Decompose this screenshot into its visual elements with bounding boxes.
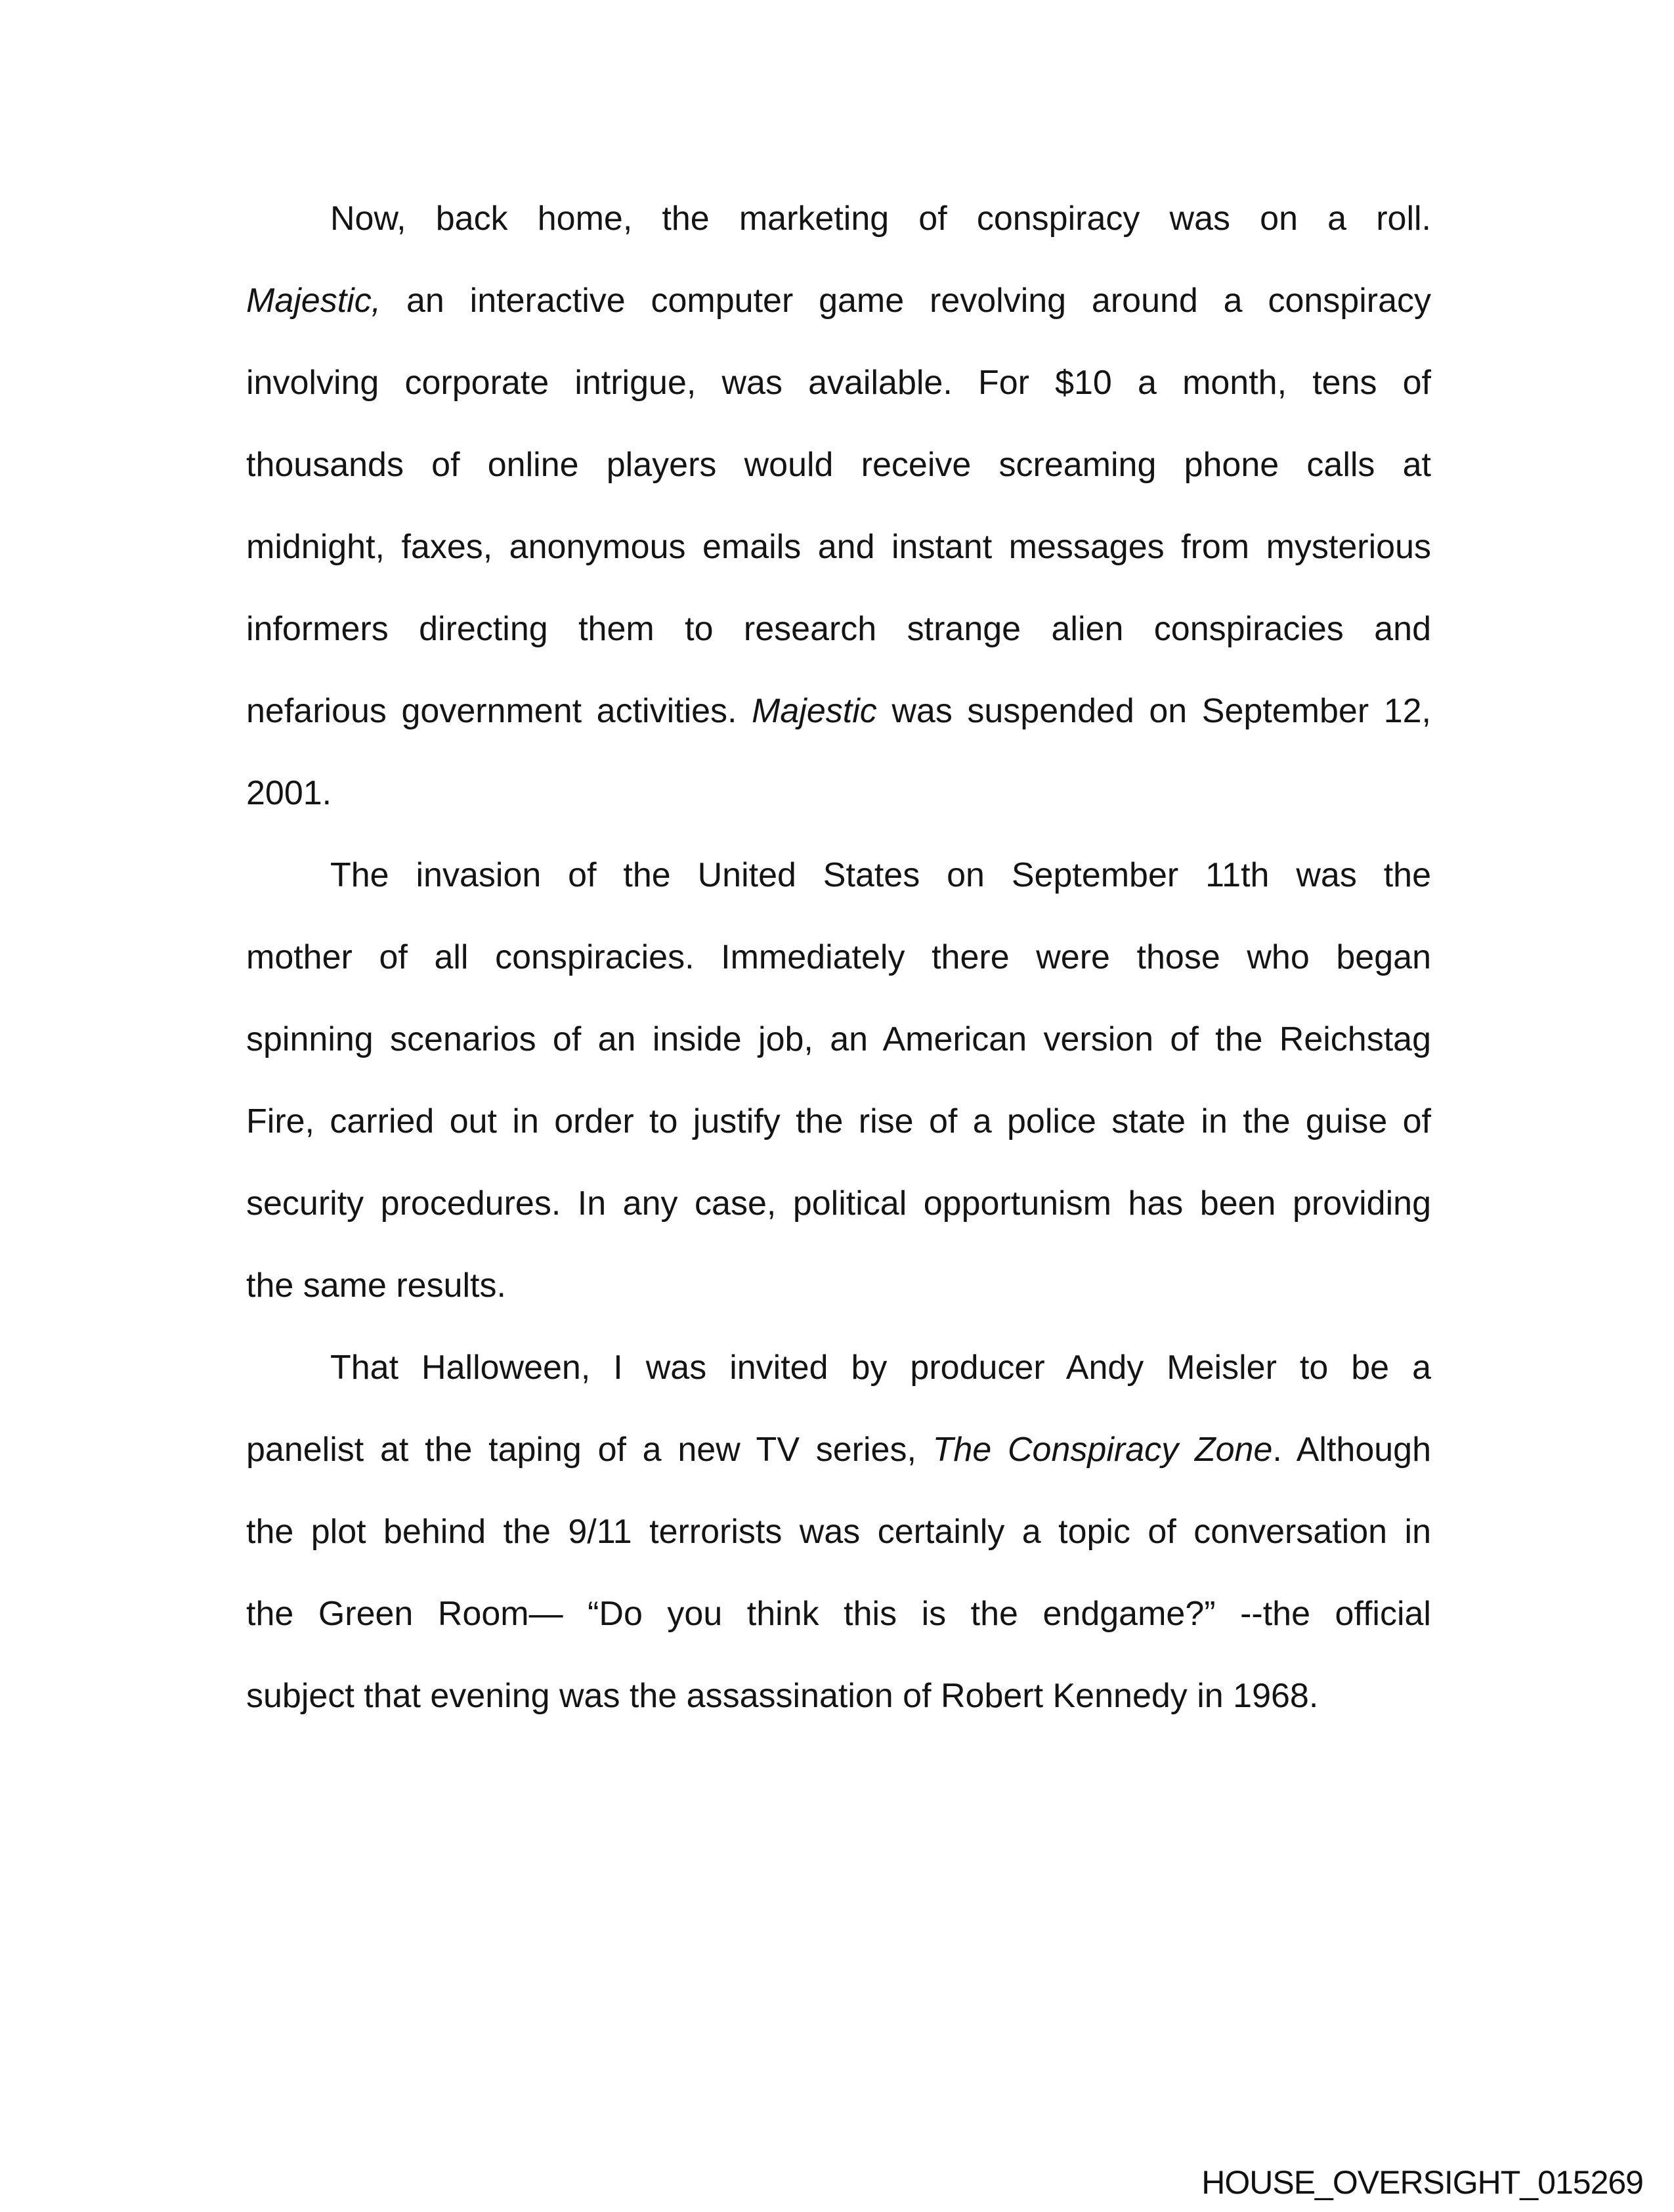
bates-number: HOUSE_OVERSIGHT_015269 bbox=[1201, 2164, 1643, 2201]
text-line bbox=[246, 670, 1431, 752]
italic-text-segment: The Conspiracy Zone bbox=[932, 1431, 1273, 1469]
text-segment: mother of all conspiracies. Immediately there were those who began bbox=[246, 938, 1431, 976]
text-line bbox=[246, 424, 1431, 506]
text-segment: 2001. bbox=[246, 774, 332, 812]
text-segment: The invasion of the United States on September 11th was the bbox=[330, 856, 1431, 894]
text-line bbox=[246, 1081, 1431, 1163]
text-line bbox=[246, 1573, 1431, 1655]
text-line bbox=[246, 1245, 1431, 1327]
text-segment: Fire, carried out in order to justify the rise of a police state in the guise of bbox=[246, 1102, 1431, 1140]
document-text-block bbox=[246, 178, 1431, 1737]
text-line bbox=[246, 752, 1431, 835]
text-segment: spinning scenarios of an inside job, an American version of the Reichstag bbox=[246, 1020, 1431, 1058]
text-segment: involving corporate intrigue, was available. For $10 a month, tens of bbox=[246, 364, 1431, 402]
text-segment: Now, back home, the marketing of conspiracy was on a roll. bbox=[330, 200, 1431, 238]
text-segment: security procedures. In any case, political opportunism has been providing bbox=[246, 1184, 1431, 1223]
text-line bbox=[246, 1655, 1431, 1737]
text-line bbox=[246, 260, 1431, 342]
text-line bbox=[246, 835, 1431, 917]
text-segment: the Green Room— “Do you think this is the endgame?” --the official bbox=[246, 1595, 1431, 1633]
text-segment: the same results. bbox=[246, 1267, 506, 1305]
text-line bbox=[246, 342, 1431, 424]
text-line bbox=[246, 1491, 1431, 1573]
text-segment: panelist at the taping of a new TV series, bbox=[246, 1431, 933, 1469]
italic-text-segment: Majestic, bbox=[246, 282, 381, 320]
text-line bbox=[246, 506, 1431, 588]
text-segment: informers directing them to research strange alien conspiracies and bbox=[246, 610, 1431, 648]
paragraph-2 bbox=[246, 835, 1431, 1327]
paragraph-1 bbox=[246, 178, 1431, 835]
text-segment: subject that evening was the assassination of Robert Kennedy in 1968. bbox=[246, 1677, 1319, 1715]
text-line bbox=[246, 178, 1431, 260]
text-line bbox=[246, 917, 1431, 999]
text-line bbox=[246, 999, 1431, 1081]
text-line bbox=[246, 1163, 1431, 1245]
text-segment: the plot behind the 9/11 terrorists was certainly a topic of conversation in bbox=[246, 1513, 1431, 1551]
italic-text-segment: Majestic bbox=[752, 692, 877, 730]
text-line bbox=[246, 1327, 1431, 1409]
text-segment: midnight, faxes, anonymous emails and instant messages from mysterious bbox=[246, 528, 1431, 566]
text-segment: . Although bbox=[1272, 1431, 1432, 1469]
text-line bbox=[246, 588, 1431, 670]
text-segment: thousands of online players would receive screaming phone calls at bbox=[246, 446, 1431, 484]
text-segment: an interactive computer game revolving around a conspiracy bbox=[381, 282, 1431, 320]
paragraph-3 bbox=[246, 1327, 1431, 1737]
text-segment: nefarious government activities. bbox=[246, 692, 752, 730]
text-line bbox=[246, 1409, 1431, 1491]
text-segment: That Halloween, I was invited by producer Andy Meisler to be a bbox=[330, 1349, 1431, 1387]
text-segment: was suspended on September 12, bbox=[876, 692, 1432, 730]
